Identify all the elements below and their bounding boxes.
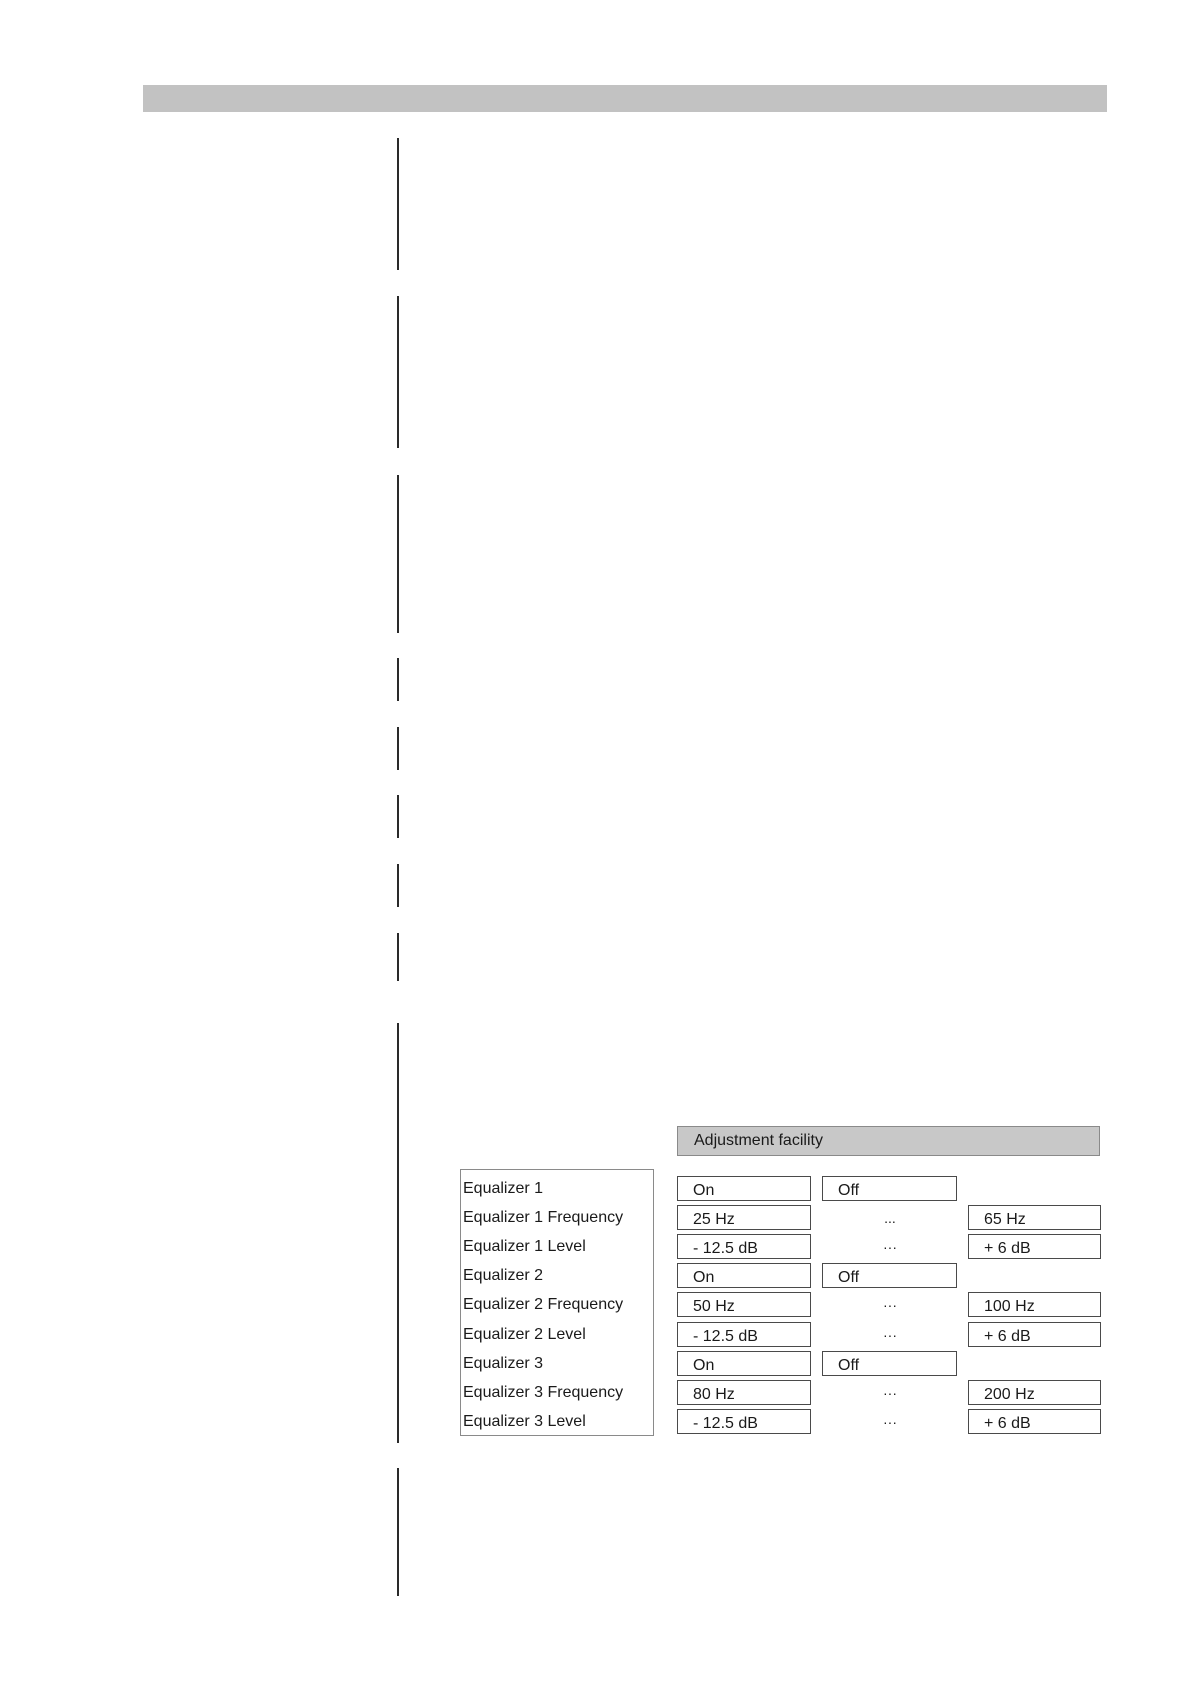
range-ellipsis: ··· (883, 1297, 897, 1313)
min-value-box: - 12.5 dB (677, 1409, 811, 1434)
min-value-box: 25 Hz (677, 1205, 811, 1230)
min-value-box: 50 Hz (677, 1292, 811, 1317)
min-value-box: 80 Hz (677, 1380, 811, 1405)
min-value-box: - 12.5 dB (677, 1234, 811, 1259)
off-value-box: Off (822, 1263, 957, 1288)
off-value-box: Off (822, 1351, 957, 1376)
adjustment-facility-header: Adjustment facility (677, 1126, 1100, 1156)
range-ellipsis: ... (884, 1210, 896, 1226)
max-value-box: 100 Hz (968, 1292, 1101, 1317)
margin-rule (397, 475, 399, 633)
margin-rule (397, 1023, 399, 1443)
margin-rule (397, 864, 399, 907)
param-label: Equalizer 2 (463, 1267, 544, 1284)
max-value-box: 65 Hz (968, 1205, 1101, 1230)
margin-rule (397, 727, 399, 770)
max-value-box: + 6 dB (968, 1409, 1101, 1434)
max-value-box: + 6 dB (968, 1322, 1101, 1347)
param-label: Equalizer 3 (463, 1355, 544, 1372)
param-label: Equalizer 1 (463, 1180, 544, 1197)
on-value-box: On (677, 1351, 811, 1376)
param-label: Equalizer 3 Frequency (463, 1384, 624, 1401)
margin-rule (397, 1468, 399, 1596)
range-ellipsis: ··· (883, 1239, 897, 1255)
param-label: Equalizer 1 Frequency (463, 1209, 624, 1226)
range-ellipsis: ··· (883, 1414, 897, 1430)
range-ellipsis: ··· (883, 1327, 897, 1343)
max-value-box: + 6 dB (968, 1234, 1101, 1259)
margin-rule (397, 658, 399, 701)
margin-rule (397, 795, 399, 838)
on-value-box: On (677, 1176, 811, 1201)
param-label: Equalizer 2 Level (463, 1326, 586, 1343)
max-value-box: 200 Hz (968, 1380, 1101, 1405)
param-label: Equalizer 3 Level (463, 1413, 586, 1430)
page-header-bar (143, 85, 1107, 112)
min-value-box: - 12.5 dB (677, 1322, 811, 1347)
margin-rule (397, 933, 399, 981)
param-label: Equalizer 2 Frequency (463, 1296, 624, 1313)
on-value-box: On (677, 1263, 811, 1288)
margin-rule (397, 296, 399, 448)
param-label: Equalizer 1 Level (463, 1238, 586, 1255)
margin-rule (397, 138, 399, 270)
off-value-box: Off (822, 1176, 957, 1201)
range-ellipsis: ··· (883, 1385, 897, 1401)
